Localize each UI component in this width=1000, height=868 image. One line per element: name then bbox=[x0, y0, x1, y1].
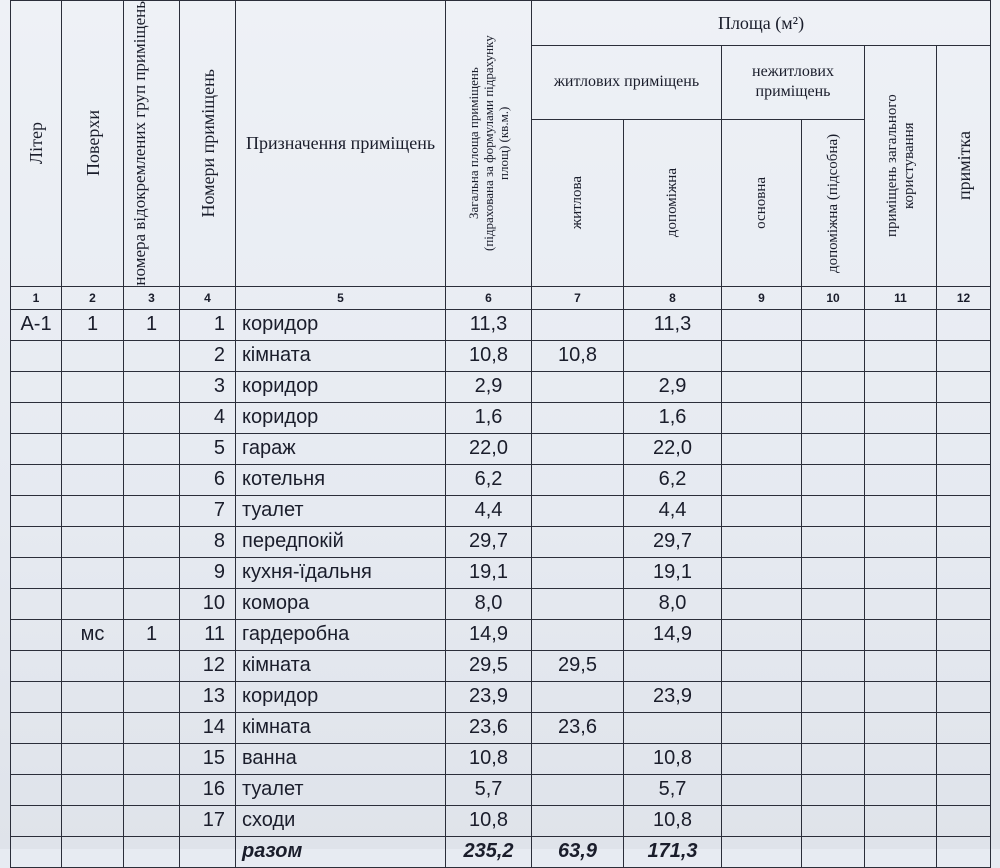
empty-cell bbox=[802, 495, 865, 526]
empty-cell bbox=[802, 340, 865, 371]
empty-cell bbox=[124, 836, 180, 867]
cell-aux bbox=[624, 712, 722, 743]
header-living: житлова bbox=[532, 119, 624, 286]
cell-liter bbox=[11, 619, 62, 650]
cell-purpose: коридор bbox=[236, 309, 446, 340]
empty-cell bbox=[802, 557, 865, 588]
cell-aux bbox=[624, 340, 722, 371]
empty-cell bbox=[865, 650, 937, 681]
total-total: 235,2 bbox=[446, 836, 532, 867]
cell-no: 17 bbox=[180, 805, 236, 836]
cell-living bbox=[532, 309, 624, 340]
cell-no: 16 bbox=[180, 774, 236, 805]
cell-aux: 23,9 bbox=[624, 681, 722, 712]
cell-no: 8 bbox=[180, 526, 236, 557]
empty-cell bbox=[802, 681, 865, 712]
empty-cell bbox=[180, 836, 236, 867]
empty-cell bbox=[722, 464, 802, 495]
total-aux: 171,3 bbox=[624, 836, 722, 867]
header-room-numbers: Номери приміщень bbox=[180, 1, 236, 287]
cell-group bbox=[124, 712, 180, 743]
table-row bbox=[11, 309, 991, 340]
cell-floor bbox=[62, 557, 124, 588]
empty-cell bbox=[722, 526, 802, 557]
header-note: примітка bbox=[937, 46, 991, 287]
empty-cell bbox=[722, 681, 802, 712]
cell-no: 7 bbox=[180, 495, 236, 526]
empty-cell bbox=[802, 464, 865, 495]
empty-cell bbox=[722, 712, 802, 743]
cell-living bbox=[532, 681, 624, 712]
column-number-row bbox=[11, 286, 991, 309]
cell-liter bbox=[11, 557, 62, 588]
empty-cell bbox=[865, 805, 937, 836]
cell-floor: мс bbox=[62, 619, 124, 650]
empty-cell bbox=[937, 402, 991, 433]
empty-cell bbox=[722, 371, 802, 402]
cell-liter bbox=[11, 774, 62, 805]
cell-group: 1 bbox=[124, 309, 180, 340]
empty-cell bbox=[937, 805, 991, 836]
cell-liter: А-1 bbox=[11, 309, 62, 340]
cell-purpose: туалет bbox=[236, 495, 446, 526]
cell-total: 22,0 bbox=[446, 433, 532, 464]
empty-cell bbox=[865, 371, 937, 402]
cell-floor bbox=[62, 743, 124, 774]
cell-total: 19,1 bbox=[446, 557, 532, 588]
cell-liter bbox=[11, 681, 62, 712]
empty-cell bbox=[865, 433, 937, 464]
cell-aux: 5,7 bbox=[624, 774, 722, 805]
empty-cell bbox=[722, 433, 802, 464]
header-nonresidential: нежитлових приміщень bbox=[722, 46, 865, 120]
cell-group bbox=[124, 743, 180, 774]
cell-purpose: кімната bbox=[236, 712, 446, 743]
cell-living bbox=[532, 619, 624, 650]
empty-cell bbox=[865, 464, 937, 495]
column-number: 2 bbox=[62, 286, 124, 309]
empty-cell bbox=[865, 495, 937, 526]
cell-liter bbox=[11, 433, 62, 464]
cell-purpose: коридор bbox=[236, 402, 446, 433]
empty-cell bbox=[865, 588, 937, 619]
empty-cell bbox=[865, 557, 937, 588]
cell-total: 23,9 bbox=[446, 681, 532, 712]
empty-cell bbox=[937, 774, 991, 805]
table-row bbox=[11, 619, 991, 650]
column-number: 10 bbox=[802, 286, 865, 309]
empty-cell bbox=[722, 805, 802, 836]
cell-purpose: передпокій bbox=[236, 526, 446, 557]
empty-cell bbox=[937, 340, 991, 371]
cell-total: 10,8 bbox=[446, 743, 532, 774]
empty-cell bbox=[802, 805, 865, 836]
empty-cell bbox=[865, 836, 937, 867]
column-number: 8 bbox=[624, 286, 722, 309]
cell-liter bbox=[11, 526, 62, 557]
cell-purpose: туалет bbox=[236, 774, 446, 805]
cell-total: 1,6 bbox=[446, 402, 532, 433]
cell-purpose: коридор bbox=[236, 681, 446, 712]
table-row bbox=[11, 526, 991, 557]
cell-no: 4 bbox=[180, 402, 236, 433]
cell-no: 3 bbox=[180, 371, 236, 402]
empty-cell bbox=[11, 836, 62, 867]
cell-aux: 2,9 bbox=[624, 371, 722, 402]
cell-living bbox=[532, 371, 624, 402]
cell-aux bbox=[624, 650, 722, 681]
empty-cell bbox=[722, 774, 802, 805]
cell-total: 6,2 bbox=[446, 464, 532, 495]
column-number: 1 bbox=[11, 286, 62, 309]
empty-cell bbox=[802, 402, 865, 433]
cell-living: 10,8 bbox=[532, 340, 624, 371]
empty-cell bbox=[865, 309, 937, 340]
cell-no: 13 bbox=[180, 681, 236, 712]
empty-cell bbox=[865, 340, 937, 371]
table-row bbox=[11, 712, 991, 743]
empty-cell bbox=[865, 712, 937, 743]
rooms-area-table bbox=[10, 0, 991, 868]
cell-total: 11,3 bbox=[446, 309, 532, 340]
empty-cell bbox=[802, 588, 865, 619]
empty-cell bbox=[722, 619, 802, 650]
cell-living bbox=[532, 743, 624, 774]
empty-cell bbox=[937, 743, 991, 774]
cell-total: 14,9 bbox=[446, 619, 532, 650]
cell-living: 23,6 bbox=[532, 712, 624, 743]
empty-cell bbox=[722, 557, 802, 588]
cell-floor bbox=[62, 774, 124, 805]
cell-floor bbox=[62, 650, 124, 681]
cell-group bbox=[124, 464, 180, 495]
empty-cell bbox=[937, 495, 991, 526]
cell-total: 10,8 bbox=[446, 340, 532, 371]
table-row bbox=[11, 371, 991, 402]
cell-aux: 6,2 bbox=[624, 464, 722, 495]
cell-no: 6 bbox=[180, 464, 236, 495]
header-main: основна bbox=[722, 119, 802, 286]
empty-cell bbox=[722, 743, 802, 774]
header-liter: Літер bbox=[11, 1, 62, 287]
empty-cell bbox=[62, 836, 124, 867]
cell-no: 2 bbox=[180, 340, 236, 371]
header-groups: номера відокремлених груп приміщень bbox=[124, 1, 180, 287]
table-row bbox=[11, 495, 991, 526]
cell-purpose: коридор bbox=[236, 371, 446, 402]
cell-floor bbox=[62, 371, 124, 402]
cell-aux: 14,9 bbox=[624, 619, 722, 650]
empty-cell bbox=[722, 650, 802, 681]
cell-purpose: гардеробна bbox=[236, 619, 446, 650]
empty-cell bbox=[802, 526, 865, 557]
cell-total: 23,6 bbox=[446, 712, 532, 743]
empty-cell bbox=[937, 464, 991, 495]
cell-total: 29,7 bbox=[446, 526, 532, 557]
cell-aux: 29,7 bbox=[624, 526, 722, 557]
cell-liter bbox=[11, 464, 62, 495]
cell-aux: 11,3 bbox=[624, 309, 722, 340]
column-number: 5 bbox=[236, 286, 446, 309]
table-row bbox=[11, 805, 991, 836]
cell-living bbox=[532, 557, 624, 588]
header-auxiliary: допоміжна bbox=[624, 119, 722, 286]
cell-total: 29,5 bbox=[446, 650, 532, 681]
empty-cell bbox=[865, 402, 937, 433]
cell-living bbox=[532, 402, 624, 433]
cell-aux: 10,8 bbox=[624, 743, 722, 774]
column-number: 7 bbox=[532, 286, 624, 309]
header-utility: допоміжна (підсобна) bbox=[802, 119, 865, 286]
cell-floor bbox=[62, 495, 124, 526]
cell-floor bbox=[62, 402, 124, 433]
cell-purpose: кімната bbox=[236, 340, 446, 371]
cell-floor bbox=[62, 712, 124, 743]
cell-liter bbox=[11, 402, 62, 433]
empty-cell bbox=[865, 619, 937, 650]
empty-cell bbox=[937, 588, 991, 619]
cell-group bbox=[124, 371, 180, 402]
cell-floor bbox=[62, 464, 124, 495]
cell-group bbox=[124, 526, 180, 557]
cell-liter bbox=[11, 805, 62, 836]
empty-cell bbox=[937, 650, 991, 681]
empty-cell bbox=[802, 371, 865, 402]
cell-floor bbox=[62, 433, 124, 464]
cell-no: 12 bbox=[180, 650, 236, 681]
empty-cell bbox=[802, 650, 865, 681]
cell-living bbox=[532, 495, 624, 526]
cell-liter bbox=[11, 340, 62, 371]
empty-cell bbox=[865, 774, 937, 805]
cell-group bbox=[124, 433, 180, 464]
empty-cell bbox=[937, 433, 991, 464]
column-number: 3 bbox=[124, 286, 180, 309]
cell-liter bbox=[11, 588, 62, 619]
totals-row bbox=[11, 836, 991, 867]
empty-cell bbox=[937, 526, 991, 557]
table-row bbox=[11, 650, 991, 681]
cell-no: 5 bbox=[180, 433, 236, 464]
header-common-use: приміщень загального користування bbox=[865, 46, 937, 287]
cell-group bbox=[124, 340, 180, 371]
column-number: 9 bbox=[722, 286, 802, 309]
cell-group bbox=[124, 681, 180, 712]
column-number: 12 bbox=[937, 286, 991, 309]
cell-living bbox=[532, 588, 624, 619]
empty-cell bbox=[722, 402, 802, 433]
empty-cell bbox=[722, 836, 802, 867]
cell-living bbox=[532, 526, 624, 557]
table-row bbox=[11, 557, 991, 588]
cell-purpose: ванна bbox=[236, 743, 446, 774]
cell-purpose: котельня bbox=[236, 464, 446, 495]
cell-aux: 1,6 bbox=[624, 402, 722, 433]
cell-floor bbox=[62, 340, 124, 371]
cell-purpose: гараж bbox=[236, 433, 446, 464]
empty-cell bbox=[937, 619, 991, 650]
cell-purpose: комора bbox=[236, 588, 446, 619]
cell-aux: 19,1 bbox=[624, 557, 722, 588]
cell-group: 1 bbox=[124, 619, 180, 650]
cell-living bbox=[532, 774, 624, 805]
empty-cell bbox=[802, 836, 865, 867]
cell-aux: 8,0 bbox=[624, 588, 722, 619]
table-row bbox=[11, 433, 991, 464]
cell-floor bbox=[62, 805, 124, 836]
cell-aux: 4,4 bbox=[624, 495, 722, 526]
empty-cell bbox=[722, 340, 802, 371]
column-number: 6 bbox=[446, 286, 532, 309]
empty-cell bbox=[722, 495, 802, 526]
empty-cell bbox=[802, 743, 865, 774]
table-row bbox=[11, 402, 991, 433]
cell-total: 5,7 bbox=[446, 774, 532, 805]
cell-purpose: кухня-їдальня bbox=[236, 557, 446, 588]
empty-cell bbox=[865, 743, 937, 774]
empty-cell bbox=[937, 681, 991, 712]
total-living: 63,9 bbox=[532, 836, 624, 867]
cell-no: 14 bbox=[180, 712, 236, 743]
header-floors: Поверхи bbox=[62, 1, 124, 287]
cell-living bbox=[532, 805, 624, 836]
cell-total: 10,8 bbox=[446, 805, 532, 836]
cell-aux: 10,8 bbox=[624, 805, 722, 836]
table-row bbox=[11, 681, 991, 712]
table-row bbox=[11, 464, 991, 495]
cell-liter bbox=[11, 650, 62, 681]
empty-cell bbox=[722, 309, 802, 340]
empty-cell bbox=[865, 526, 937, 557]
empty-cell bbox=[937, 712, 991, 743]
cell-purpose: кімната bbox=[236, 650, 446, 681]
header-total-area: Загальна площа приміщень (підрахована за формулами підрахунку площ) (кв.м.) bbox=[446, 1, 532, 287]
cell-aux: 22,0 bbox=[624, 433, 722, 464]
cell-group bbox=[124, 805, 180, 836]
empty-cell bbox=[865, 681, 937, 712]
cell-group bbox=[124, 402, 180, 433]
empty-cell bbox=[802, 433, 865, 464]
empty-cell bbox=[937, 371, 991, 402]
cell-liter bbox=[11, 371, 62, 402]
cell-floor bbox=[62, 526, 124, 557]
cell-liter bbox=[11, 495, 62, 526]
cell-total: 4,4 bbox=[446, 495, 532, 526]
column-number: 11 bbox=[865, 286, 937, 309]
cell-group bbox=[124, 774, 180, 805]
header-area-group: Площа (м²) bbox=[532, 1, 991, 46]
cell-living bbox=[532, 433, 624, 464]
table-row bbox=[11, 774, 991, 805]
cell-floor bbox=[62, 681, 124, 712]
cell-total: 2,9 bbox=[446, 371, 532, 402]
cell-group bbox=[124, 495, 180, 526]
empty-cell bbox=[937, 557, 991, 588]
cell-liter bbox=[11, 743, 62, 774]
cell-total: 8,0 bbox=[446, 588, 532, 619]
cell-no: 1 bbox=[180, 309, 236, 340]
cell-group bbox=[124, 557, 180, 588]
total-label: разом bbox=[236, 836, 446, 867]
empty-cell bbox=[802, 712, 865, 743]
cell-living: 29,5 bbox=[532, 650, 624, 681]
table-row bbox=[11, 340, 991, 371]
cell-liter bbox=[11, 712, 62, 743]
table-row bbox=[11, 743, 991, 774]
cell-no: 11 bbox=[180, 619, 236, 650]
empty-cell bbox=[937, 836, 991, 867]
cell-purpose: сходи bbox=[236, 805, 446, 836]
cell-floor bbox=[62, 588, 124, 619]
cell-no: 9 bbox=[180, 557, 236, 588]
cell-group bbox=[124, 588, 180, 619]
empty-cell bbox=[802, 619, 865, 650]
empty-cell bbox=[937, 309, 991, 340]
table-row bbox=[11, 588, 991, 619]
cell-living bbox=[532, 464, 624, 495]
cell-floor: 1 bbox=[62, 309, 124, 340]
cell-no: 10 bbox=[180, 588, 236, 619]
empty-cell bbox=[722, 588, 802, 619]
empty-cell bbox=[802, 309, 865, 340]
cell-group bbox=[124, 650, 180, 681]
cell-no: 15 bbox=[180, 743, 236, 774]
column-number: 4 bbox=[180, 286, 236, 309]
header-residential: житлових приміщень bbox=[532, 46, 722, 120]
header-purpose: Призначення приміщень bbox=[236, 1, 446, 287]
empty-cell bbox=[802, 774, 865, 805]
